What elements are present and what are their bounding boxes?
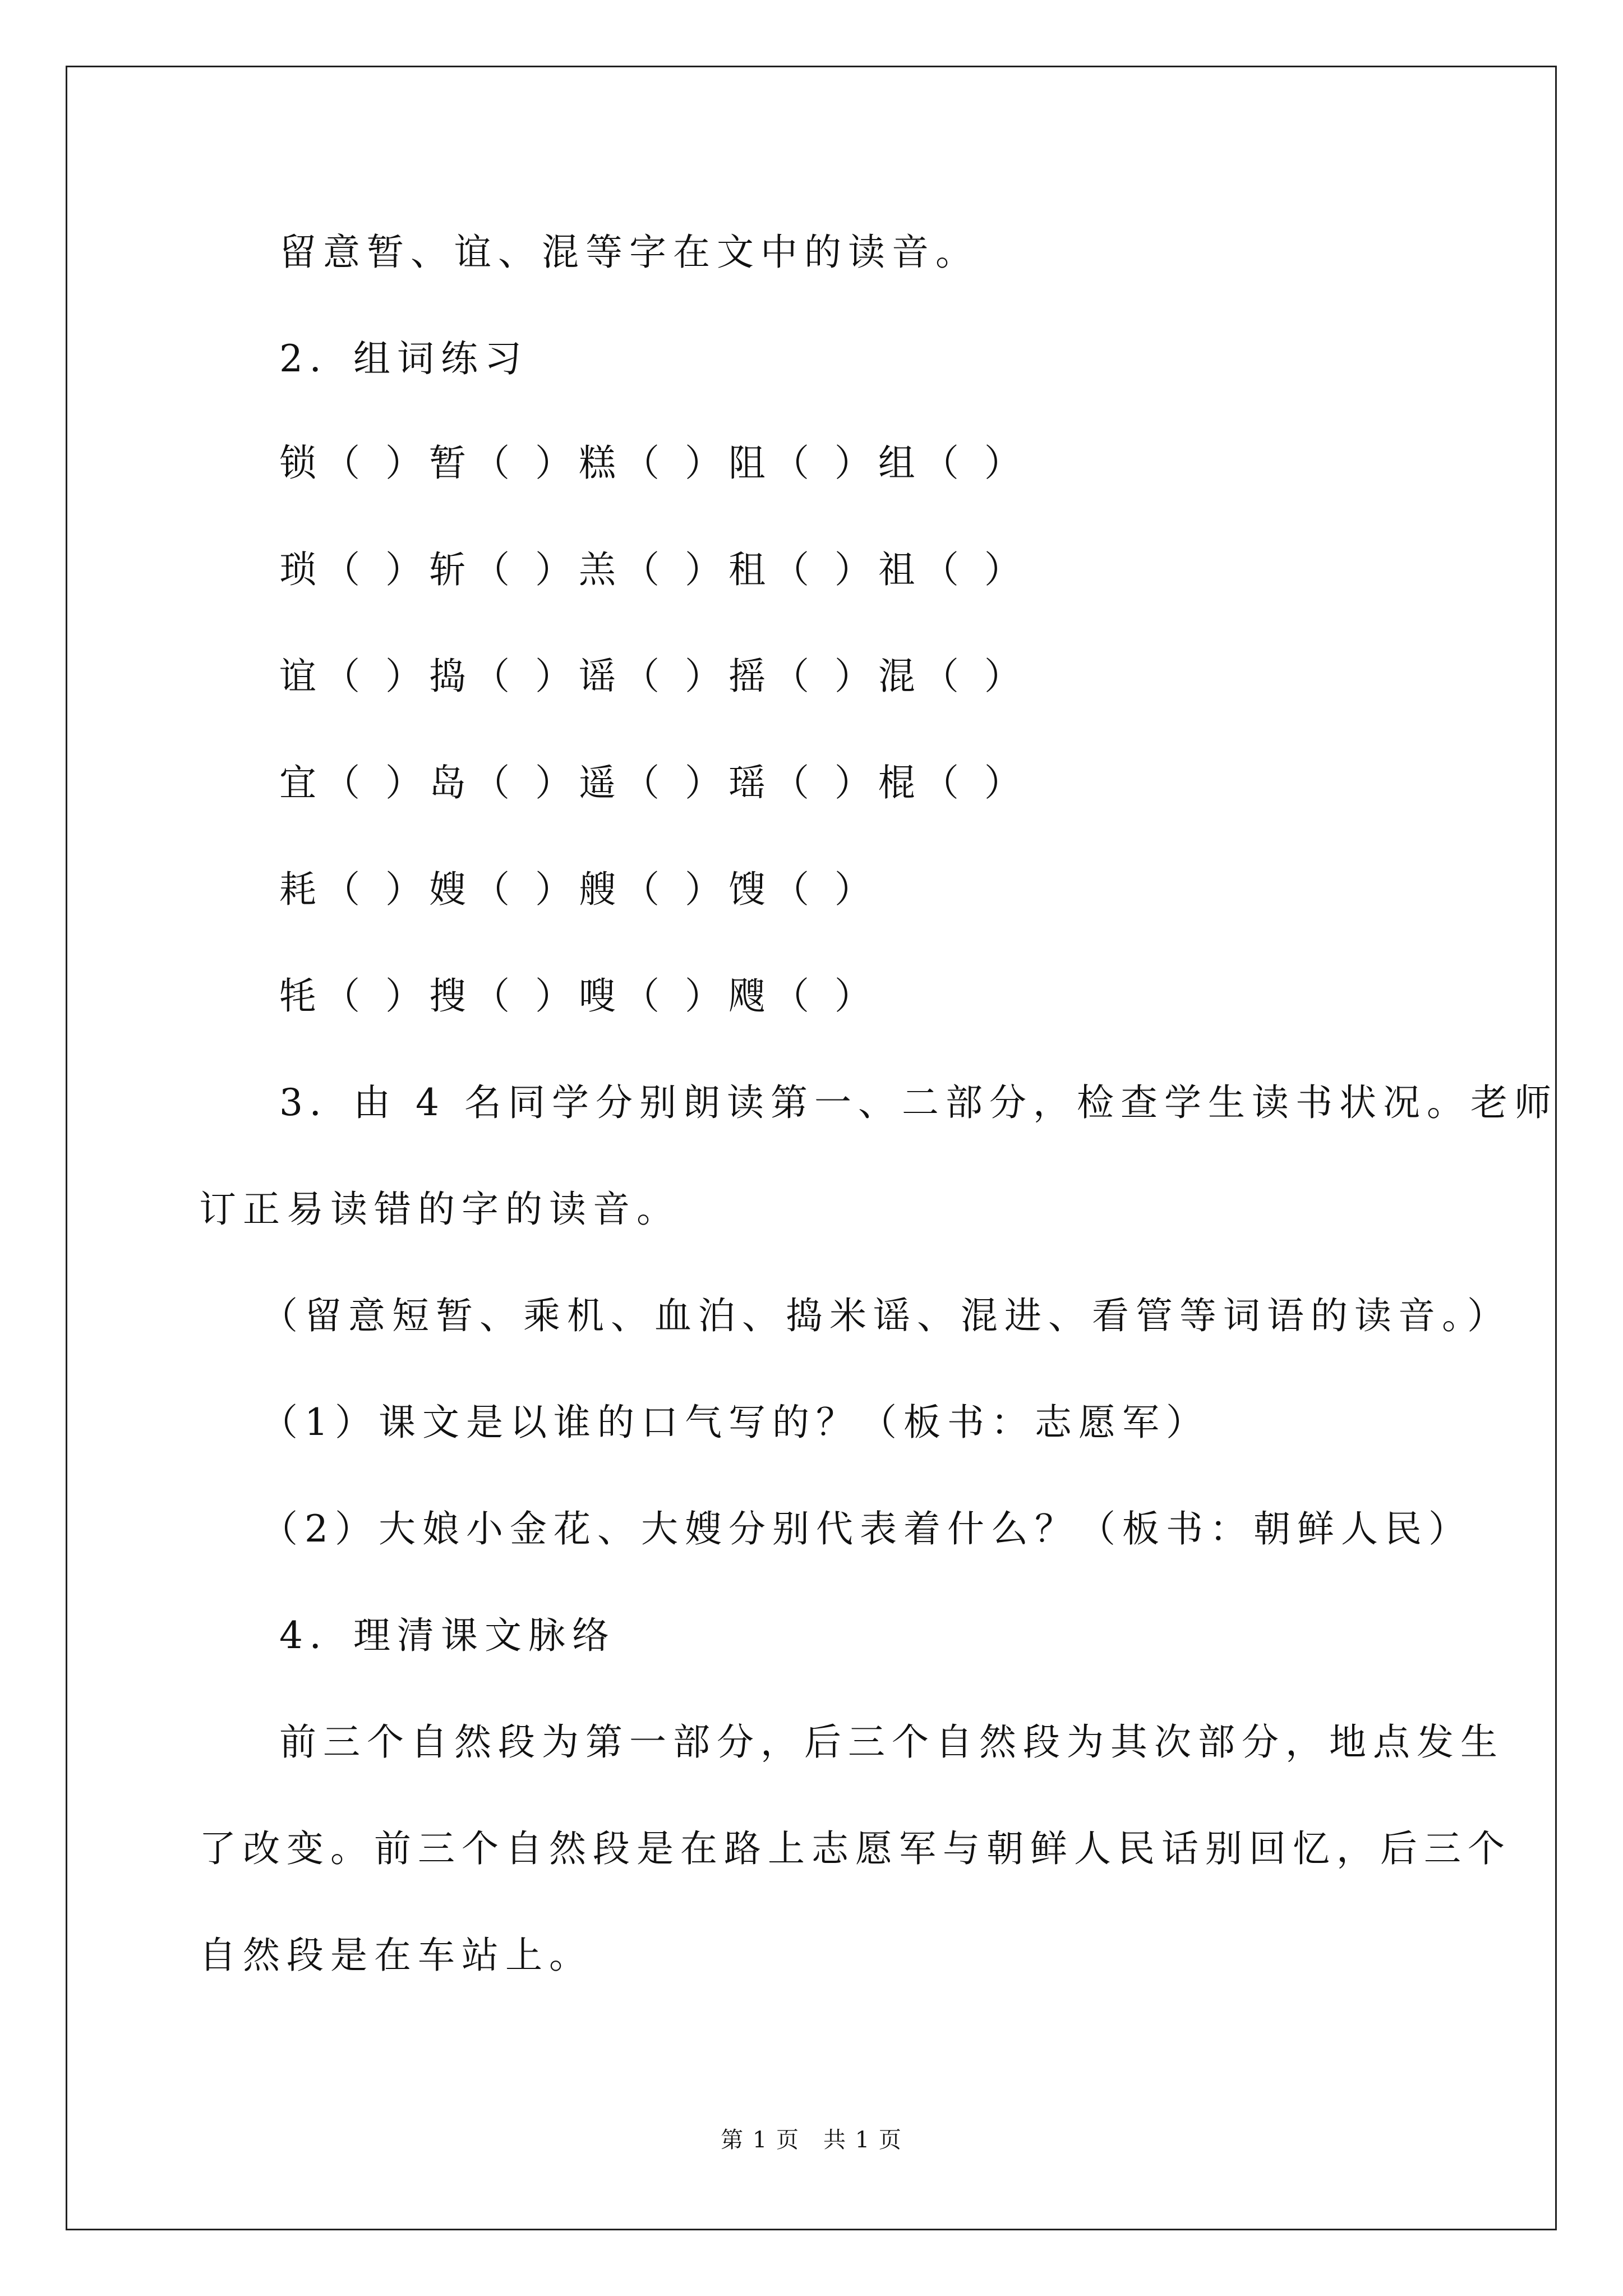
text-line: 自然段是在车站上。 <box>199 1934 593 1977</box>
text-line: 前三个自然段为第一部分，后三个自然段为其次部分，地点发生 <box>279 1720 1504 1764</box>
text-line: 订正易读错的字的读音。 <box>199 1188 680 1231</box>
word-exercise-line: 谊（ ）捣（ ）谣（ ）摇（ ）混（ ） <box>279 655 1028 698</box>
text-line: 留意暂、谊、混等字在文中的读音。 <box>279 231 979 274</box>
word-exercise-line: 牦（ ）搜（ ）嗖（ ）飕（ ） <box>279 974 878 1018</box>
text-line: 3．由 4 名同学分别朗读第一、二部分，检查学生读书状况。老师 <box>279 1081 1558 1124</box>
question-line: （1）课文是以谁的口气写的？（板书：志愿军） <box>261 1401 1210 1444</box>
word-exercise-line: 宜（ ）岛（ ）遥（ ）瑶（ ）棍（ ） <box>279 761 1028 804</box>
word-exercise-line: 锁（ ）暂（ ）糕（ ）阻（ ）组（ ） <box>279 441 1028 485</box>
text-line: 了改变。前三个自然段是在路上志愿军与朝鲜人民话别回忆，后三个 <box>199 1827 1511 1870</box>
word-exercise-line: 耗（ ）嫂（ ）艘（ ）馊（ ） <box>279 868 878 911</box>
page-border <box>66 66 1557 2230</box>
page-footer: 第 1 页 共 1 页 <box>721 2127 902 2153</box>
word-exercise-line: 琐（ ）斩（ ）羔（ ）租（ ）祖（ ） <box>279 548 1028 591</box>
section-heading: 4．理清课文脉络 <box>279 1614 616 1657</box>
question-line: （2）大娘小金花、大嫂分别代表着什么？（板书：朝鲜人民） <box>261 1507 1472 1550</box>
text-line: （留意短暂、乘机、血泊、捣米谣、混进、看管等词语的读音。） <box>261 1294 1511 1337</box>
section-heading: 2．组词练习 <box>279 337 528 380</box>
